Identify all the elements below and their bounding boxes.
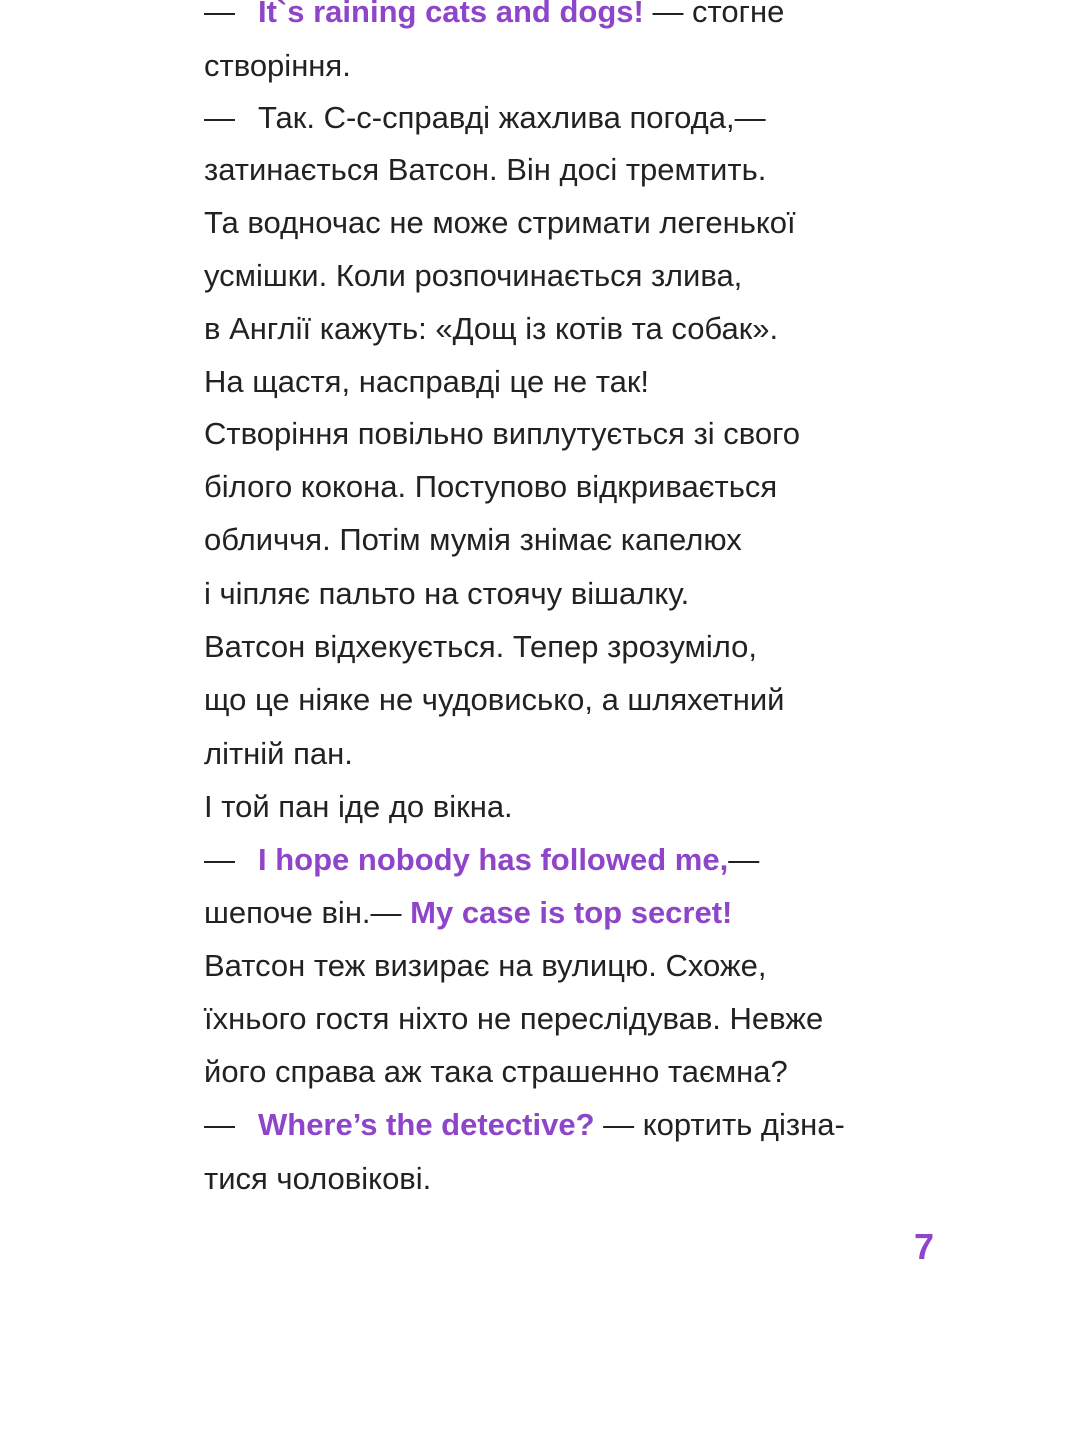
line-text: — xyxy=(728,842,760,877)
text-line xyxy=(204,520,742,560)
line-text: його справа аж така страшенно таємна? xyxy=(204,1054,788,1089)
text-line xyxy=(204,150,766,190)
text-line xyxy=(204,787,513,827)
text-line xyxy=(204,999,823,1039)
line-text: їхнього гостя ніхто не переслідував. Невже xyxy=(204,1001,824,1036)
page-number: 7 xyxy=(914,1226,935,1267)
text-line xyxy=(204,734,353,774)
dialogue-dash: — xyxy=(204,100,235,135)
text-line xyxy=(204,840,759,880)
line-text: що це ніяке не чудовисько, а шляхетний xyxy=(204,682,785,717)
text-line xyxy=(204,203,796,243)
line-text: — стогне xyxy=(643,0,785,29)
line-text: шепоче він.— xyxy=(204,895,411,930)
line-text: Так. С-с-справді жахлива погода,— xyxy=(258,100,766,135)
line-text: тися чоловікові. xyxy=(204,1161,432,1196)
text-line xyxy=(204,893,732,933)
text-line xyxy=(204,680,784,720)
line-text: усмішки. Коли розпочинається злива, xyxy=(204,258,743,293)
text-line xyxy=(204,362,649,402)
text-line xyxy=(204,309,778,349)
text-line xyxy=(204,946,766,986)
text-line xyxy=(204,256,742,296)
dialogue-dash: — xyxy=(204,1107,235,1142)
line-text: — кортить дізна- xyxy=(594,1107,845,1142)
english-phrase: I hope nobody has followed me, xyxy=(258,842,729,877)
line-text: На щастя, насправді це не так! xyxy=(204,364,650,399)
line-text: Створіння повільно виплутується зі свого xyxy=(204,416,801,451)
line-text: в Англії кажуть: «Дощ із котів та собак». xyxy=(204,311,779,346)
line-text: Та водночас не може стримати легенької xyxy=(204,205,796,240)
line-text: створіння. xyxy=(204,48,351,83)
text-line xyxy=(204,574,689,614)
line-text: І той пан іде до вікна. xyxy=(204,789,513,824)
english-phrase: My case is top secret! xyxy=(410,895,733,930)
english-phrase: Where’s the detective? xyxy=(258,1107,595,1142)
line-text: і чіпляє пальто на стоячу вішалку. xyxy=(204,576,690,611)
text-line xyxy=(204,1105,845,1145)
text-line xyxy=(204,98,766,138)
text-line xyxy=(204,627,757,667)
text-line xyxy=(204,1052,788,1092)
text-line xyxy=(204,0,784,32)
line-text: обличчя. Потім мумія знімає капелюх xyxy=(204,522,742,557)
dialogue-dash: — xyxy=(204,842,235,877)
line-text: Ватсон відхекується. Тепер зрозуміло, xyxy=(204,629,758,664)
line-text: Ватсон теж визирає на вулицю. Схоже, xyxy=(204,948,767,983)
text-line xyxy=(204,414,800,454)
text-line xyxy=(204,46,351,86)
line-text: затинається Ватсон. Він досі тремтить. xyxy=(204,152,767,187)
line-text: літній пан. xyxy=(204,736,353,771)
text-line xyxy=(204,467,777,507)
dialogue-dash: — xyxy=(204,0,235,29)
english-phrase: It`s raining cats and dogs! xyxy=(258,0,644,29)
text-line xyxy=(204,1159,431,1199)
line-text: білого кокона. Поступово відкривається xyxy=(204,469,778,504)
